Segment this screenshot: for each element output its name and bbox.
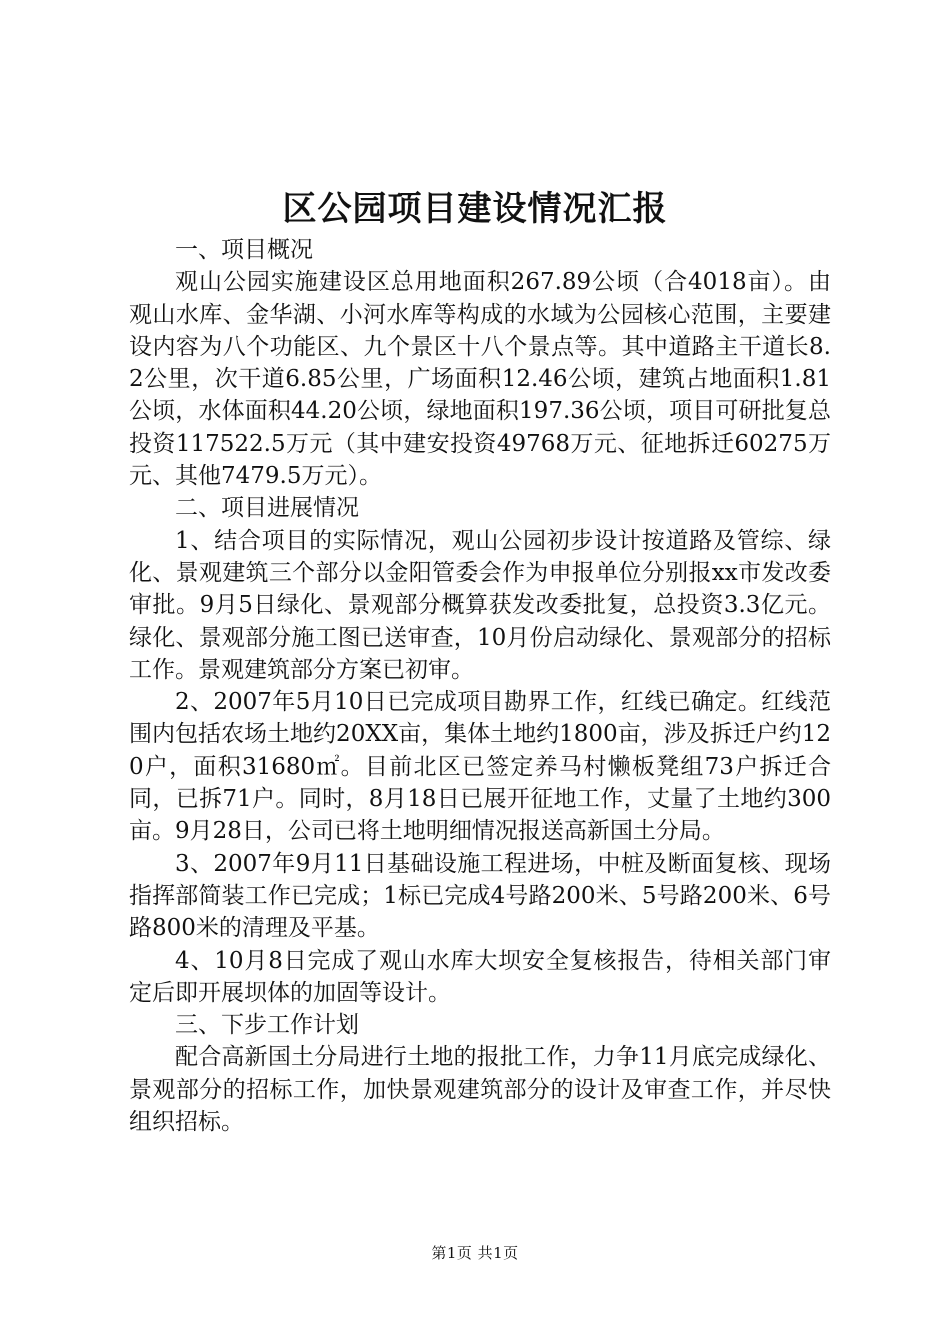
paragraph-progress-4: 4、10月8日完成了观山水库大坝安全复核报告，待相关部门审定后即开展坝体的加固等设计。 (129, 947, 831, 1006)
section-heading-next-steps: 三、下步工作计划 (175, 1012, 359, 1039)
paragraph-overview: 观山公园实施建设区总用地面积267.89公顷（合4018亩）。由观山水库、金华湖、小河水库等构成的水域为公园核心范围，主要建设内容为八个功能区、九个景区十八个景点等。其中道路主干道长8.2公里，次干道6.85公里，广场面积12.46公顷，建筑占地面积1.81公顷，水体面积44.20公顷，绿地面积197.36公顷，项目可研批复总投资117522.5万元（其中建安投资49768万元、征地拆迁60275万元、其他7479.5万元）。 (129, 269, 831, 490)
paragraph-next-steps: 配合高新国土分局进行土地的报批工作，力争11月底完成绿化、景观部分的招标工作，加快景观建筑部分的设计及审查工作，并尽快组织招标。 (129, 1044, 831, 1136)
paragraph-progress-2: 2、2007年5月10日已完成项目勘界工作，红线已确定。红线范围内包括农场土地约20XX亩，集体土地约1800亩，涉及拆迁户约120户，面积31680㎡。目前北区已签定养马村懒板凳组73户拆迁合同，已拆71户。同时，8月18日已展开征地工作，丈量了土地约300亩。9月28日，公司已将土地明细情况报送高新国土分局。 (129, 689, 831, 845)
document-title: 区公园项目建设情况汇报 (282, 189, 668, 229)
document-body (129, 234, 831, 1138)
paragraph-progress-1: 1、结合项目的实际情况，观山公园初步设计按道路及管综、绿化、景观建筑三个部分以金阳管委会作为申报单位分别报xx市发改委审批。9月5日绿化、景观部分概算获发改委批复，总投资3.3亿元。绿化、景观部分施工图已送审查，10月份启动绿化、景观部分的招标工作。景观建筑部分方案已初审。 (129, 527, 831, 683)
section-heading-overview: 一、项目概况 (175, 237, 313, 263)
paragraph-progress-3: 3、2007年9月11日基础设施工程进场，中桩及断面复核、现场指挥部简装工作已完成；1标已完成4号路200米、5号路200米、6号路800米的清理及平基。 (129, 850, 831, 942)
page-footer: 第1页 共1页 (431, 1244, 519, 1262)
section-heading-progress: 二、项目进展情况 (175, 495, 359, 522)
